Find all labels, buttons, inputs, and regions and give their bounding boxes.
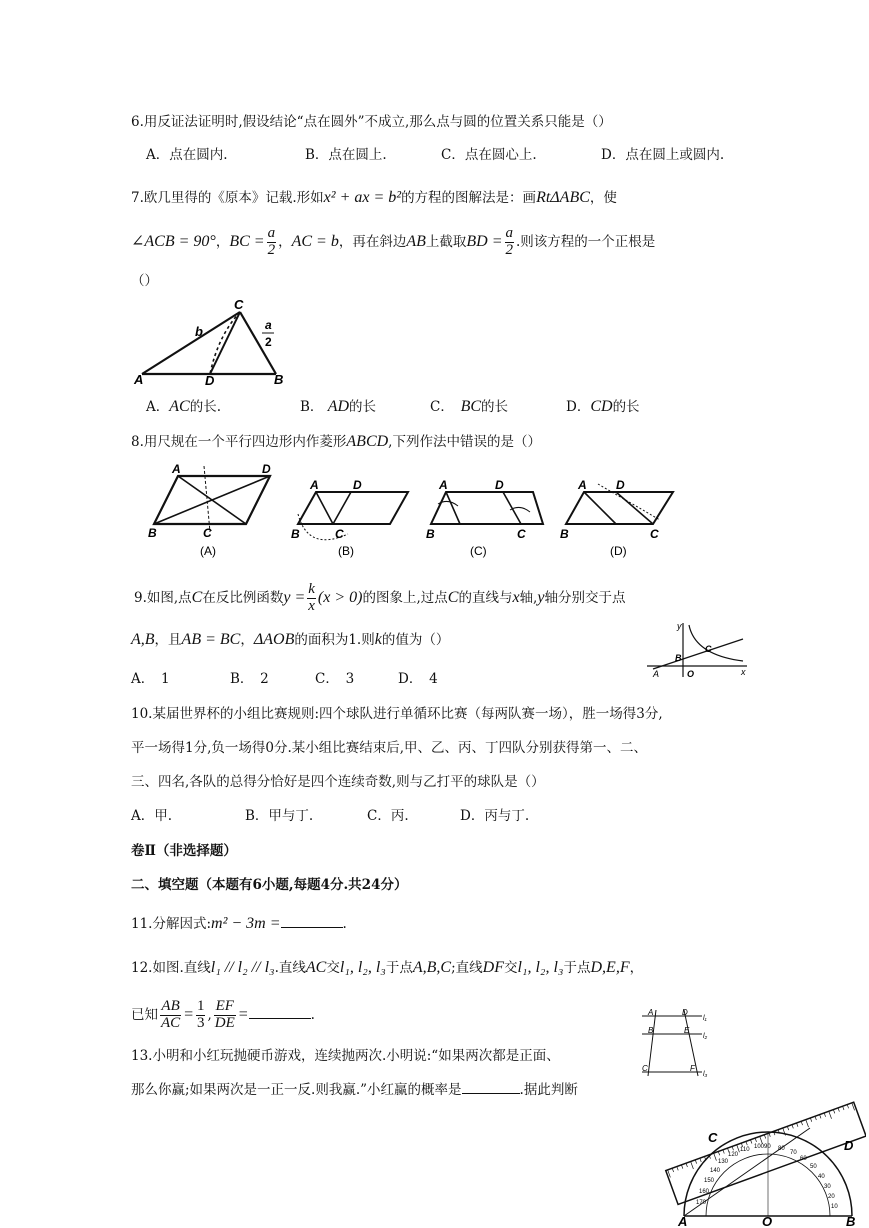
svg-text:D: D xyxy=(844,1138,854,1153)
q7-label-b: B xyxy=(274,372,284,387)
svg-text:B: B xyxy=(291,527,300,541)
q6-option-b: B．点在圆上. xyxy=(305,147,387,163)
svg-text:C: C xyxy=(203,526,212,540)
section2-title: 卷Ⅱ（非选择题） xyxy=(131,843,237,859)
q7-line2: ∠ACB = 90°，BC = $\frac{a}{2}$ ，AC = b，再在斜边AB上截取BD = $\frac{a}{2}$ .则该方程的一个正根是 xyxy=(131,225,656,258)
q9-option-a: A． 1 xyxy=(131,671,170,687)
q8-figure-b xyxy=(291,478,408,558)
q7-label-d: D xyxy=(205,373,215,388)
svg-text:110: 110 xyxy=(740,1147,750,1153)
svg-text:B: B xyxy=(426,527,435,541)
q6-option-c: C．点在圆心上. xyxy=(441,147,537,163)
svg-text:A: A xyxy=(578,478,587,492)
svg-text:D: D xyxy=(353,478,362,492)
q9-option-b: B． 2 xyxy=(230,671,269,687)
svg-text:C: C xyxy=(705,644,712,654)
protractor-ruler-figure xyxy=(660,1098,866,1228)
svg-text:C: C xyxy=(517,527,526,541)
svg-text:(D): (D) xyxy=(610,544,627,558)
q7-option-b: B． AD的长 xyxy=(300,398,377,415)
svg-text:150: 150 xyxy=(704,1178,715,1184)
q7-line1: 7.欧几里得的《原本》记载.形如x² + ax = b²的方程的图解法是：画RtΔABC，使 xyxy=(131,189,617,206)
q10-line1: 10.某届世界杯的小组比赛规则:四个球队进行单循环比赛（每两队赛一场），胜一场得3分, xyxy=(131,706,663,722)
svg-text:(A): (A) xyxy=(200,544,216,558)
svg-text:F: F xyxy=(690,1064,695,1073)
svg-text:B: B xyxy=(648,1026,654,1035)
svg-text:D: D xyxy=(495,478,504,492)
svg-text:80: 80 xyxy=(778,1146,785,1152)
q10-option-a: A．甲. xyxy=(131,808,173,824)
q7-option-d: D．CD的长 xyxy=(566,398,640,415)
q6-option-d: D．点在圆上或圆内. xyxy=(601,147,725,163)
svg-text:20: 20 xyxy=(828,1194,835,1200)
q7-option-a: A．AC的长. xyxy=(146,398,221,415)
q9-line1: 9.如图,点C在反比例函数y = $\frac{k}{x}$ (x > 0)的图象上,过点C的直线与x轴,y轴分别交于点 xyxy=(134,581,626,614)
section2-heading: 二、填空题（本题有6小题,每题4分.共24分） xyxy=(131,877,408,893)
q7-option-c: C． BC的长 xyxy=(430,398,509,415)
q7-label-a: A xyxy=(134,372,144,387)
svg-text:C: C xyxy=(335,527,344,541)
svg-text:10: 10 xyxy=(831,1204,838,1210)
q11-answer-blank xyxy=(281,927,343,928)
q12-line2: 已知 $\frac{AB}{AC}$ = $\frac{1}{3}$ , $\frac{EF}{DE}$ = . xyxy=(131,998,315,1031)
q10-line2: 平一场得1分,负一场得0分.某小组比赛结束后,甲、乙、丙、丁四队分别获得第一、二、 xyxy=(131,740,648,756)
q7-triangle-figure xyxy=(128,296,293,388)
q9-graph-figure xyxy=(643,619,753,681)
svg-text:B: B xyxy=(846,1214,856,1228)
q7-label-b-side: b xyxy=(195,324,203,339)
q6-option-a: A．点在圆内. xyxy=(146,147,228,163)
svg-text:10090: 10090 xyxy=(754,1144,771,1150)
q12-parallel-lines-figure xyxy=(640,1006,712,1080)
svg-text:A: A xyxy=(310,478,319,492)
q9-option-d: D． 4 xyxy=(398,671,438,687)
q8-figure-a xyxy=(148,462,271,558)
q7-label-a-side: a xyxy=(265,318,272,332)
q12-answer-blank xyxy=(249,1018,311,1019)
svg-text:x: x xyxy=(741,667,746,677)
svg-text:C: C xyxy=(708,1130,718,1145)
svg-text:B: B xyxy=(560,527,569,541)
q13-line1: 13.小明和小红玩抛硬币游戏，连续抛两次.小明说:“如果两次都是正面、 xyxy=(131,1048,560,1064)
svg-text:D: D xyxy=(682,1008,688,1017)
svg-text:A: A xyxy=(172,462,181,476)
svg-text:C: C xyxy=(642,1064,648,1073)
svg-text:B: B xyxy=(148,526,157,540)
svg-text:(C): (C) xyxy=(470,544,487,558)
svg-text:A: A xyxy=(648,1008,654,1017)
q7-paren: （） xyxy=(131,273,158,289)
q8-stem: 8.用尺规在一个平行四边形内作菱形ABCD,下列作法中错误的是（） xyxy=(131,433,541,450)
svg-text:B: B xyxy=(675,653,682,663)
svg-text:l₂: l₂ xyxy=(703,1033,708,1040)
q8-figure-c xyxy=(426,478,543,558)
svg-text:D: D xyxy=(616,478,625,492)
svg-text:O: O xyxy=(762,1214,773,1228)
svg-text:l₁: l₁ xyxy=(703,1015,707,1022)
q9-option-c: C． 3 xyxy=(315,671,355,687)
q11: 11.分解因式:m² − 3m = . xyxy=(131,915,347,932)
svg-text:50: 50 xyxy=(810,1164,817,1170)
svg-text:A: A xyxy=(678,1214,688,1228)
svg-text:120: 120 xyxy=(728,1152,739,1158)
svg-text:70: 70 xyxy=(790,1150,797,1156)
q10-option-b: B．甲与丁. xyxy=(245,808,314,824)
svg-text:30: 30 xyxy=(824,1184,831,1190)
svg-text:C: C xyxy=(650,527,659,541)
q13-answer-blank xyxy=(462,1093,520,1094)
svg-text:A: A xyxy=(653,669,660,679)
svg-text:y: y xyxy=(677,621,682,631)
svg-text:60: 60 xyxy=(800,1156,807,1162)
q10-line3: 三、四名,各队的总得分恰好是四个连续奇数,则与乙打平的球队是（） xyxy=(131,774,545,790)
q8-figures xyxy=(148,462,688,562)
svg-text:l₃: l₃ xyxy=(703,1071,708,1078)
svg-text:140: 140 xyxy=(710,1168,721,1174)
q10-option-d: D．丙与丁. xyxy=(460,808,530,824)
svg-text:E: E xyxy=(684,1026,690,1035)
q13-line2: 那么你赢;如果两次是一正一反.则我赢.”小红赢的概率是 .据此判断 xyxy=(131,1082,578,1098)
q7-label-c: C xyxy=(234,297,244,312)
q10-option-c: C．丙. xyxy=(367,808,409,824)
svg-text:40: 40 xyxy=(818,1174,825,1180)
q12-line1: 12.如图.直线l₁ // l₂ // l₃.直线AC交l₁, l₂, l₃于点A,B,C;直线DF交l₁, l₂, l₃于点D,E,F， xyxy=(131,959,644,976)
svg-text:D: D xyxy=(262,462,271,476)
svg-text:160: 160 xyxy=(699,1189,710,1195)
svg-text:170: 170 xyxy=(696,1200,707,1206)
q7-label-two: 2 xyxy=(265,335,272,349)
svg-text:A: A xyxy=(439,478,448,492)
q8-figure-d xyxy=(560,478,673,558)
svg-text:(B): (B) xyxy=(338,544,354,558)
svg-text:O: O xyxy=(687,669,695,679)
svg-text:130: 130 xyxy=(718,1159,729,1165)
q6-stem: 6.用反证法证明时,假设结论“点在圆外”不成立,那么点与圆的位置关系只能是（） xyxy=(131,114,612,130)
q9-line2: A,B，且AB = BC，ΔAOB的面积为1.则k的值为（） xyxy=(131,631,450,648)
